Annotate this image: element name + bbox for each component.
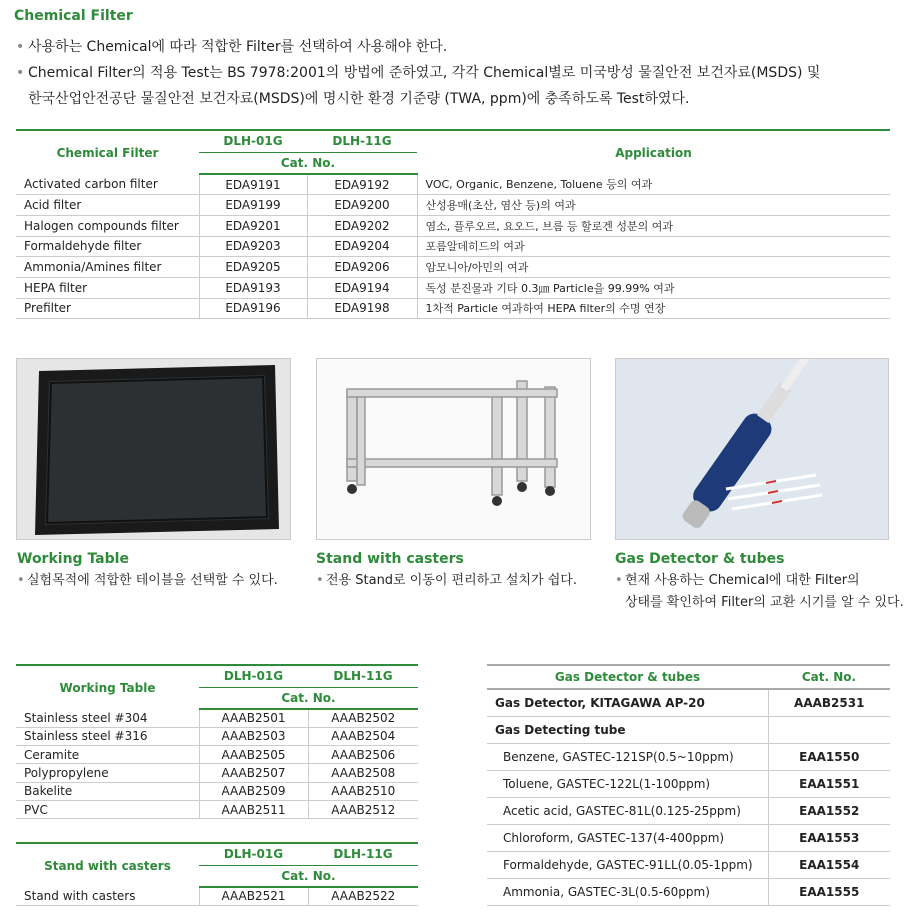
cat-no: AAAB2504 xyxy=(308,727,418,745)
col-header-model2: DLH-11G xyxy=(307,130,417,152)
col-header-cat: Cat. No. xyxy=(199,152,417,174)
table-row xyxy=(487,851,890,878)
working-table-table xyxy=(16,664,418,819)
bullet-item: • Chemical Filter의 적용 Test는 BS 7978:2001의 방법에 준하였고, 각각 Chemical별로 미국방성 물질안전 보건자료(MSDS) 및 xyxy=(16,60,820,86)
table-row xyxy=(16,709,418,727)
col-header-name: Stand with casters xyxy=(44,858,171,873)
table-row xyxy=(16,236,890,257)
cat-no: AAAB2531 xyxy=(768,689,890,716)
cat-no: AAAB2509 xyxy=(199,782,308,800)
col-header-name: Gas Detector & tubes xyxy=(487,665,768,689)
desc-line: • 실험목적에 적합한 테이블을 선택할 수 있다. xyxy=(17,570,278,592)
cat-no: EDA9198 xyxy=(307,298,417,319)
stand-desc xyxy=(316,570,577,592)
cat-no: AAAB2511 xyxy=(199,800,308,818)
cat-no: EAA1552 xyxy=(768,797,890,824)
gas-detector-desc xyxy=(615,570,904,614)
item-name: Stand with casters xyxy=(16,887,199,905)
filter-name: Prefilter xyxy=(16,298,199,319)
cat-no: EDA9194 xyxy=(307,277,417,298)
item-name: Gas Detecting tube xyxy=(487,716,768,743)
application: 1차적 Particle 여과하여 HEPA filter의 수명 연장 xyxy=(417,298,890,319)
table-row xyxy=(487,878,890,905)
bullet-item: • 사용하는 Chemical에 따라 적합한 Filter를 선택하여 사용해야 한다. xyxy=(16,34,820,60)
col-header-model2: DLH-11G xyxy=(308,843,418,865)
item-name: Ceramite xyxy=(16,746,199,764)
item-name: Benzene, GASTEC-121SP(0.5~10ppm) xyxy=(487,743,768,770)
stand-caption: Stand with casters xyxy=(316,551,464,567)
filter-name: Activated carbon filter xyxy=(16,174,199,195)
cat-no: AAAB2501 xyxy=(199,709,308,727)
desc-line: 상태를 확인하여 Filter의 교환 시기를 알 수 있다. xyxy=(625,595,904,610)
application: 포름알데히드의 여과 xyxy=(417,236,890,257)
section-title: Chemical Filter xyxy=(14,8,133,24)
application: 암모니아/아민의 여과 xyxy=(417,257,890,278)
gas-detector-photo xyxy=(615,358,889,540)
table-row xyxy=(487,716,890,743)
item-name: Stainless steel #316 xyxy=(16,727,199,745)
cat-no: EAA1555 xyxy=(768,878,890,905)
cat-no: AAAB2503 xyxy=(199,727,308,745)
cat-no: EDA9203 xyxy=(199,236,307,257)
table-row xyxy=(16,257,890,278)
filter-name: Acid filter xyxy=(16,195,199,216)
item-name: Acetic acid, GASTEC-81L(0.125-25ppm) xyxy=(487,797,768,824)
stand-table xyxy=(16,842,418,906)
filter-name: Halogen compounds filter xyxy=(16,215,199,236)
item-name: Ammonia, GASTEC-3L(0.5-60ppm) xyxy=(487,878,768,905)
table-row xyxy=(16,298,890,319)
cat-no: AAAB2510 xyxy=(308,782,418,800)
stand-photo xyxy=(316,358,591,540)
cat-no: AAAB2522 xyxy=(308,887,418,905)
item-name: Chloroform, GASTEC-137(4-400ppm) xyxy=(487,824,768,851)
cat-no: EDA9191 xyxy=(199,174,307,195)
table-row xyxy=(16,174,890,195)
col-header-cat: Cat. No. xyxy=(199,687,418,709)
chemical-filter-table xyxy=(16,129,890,319)
cat-no: EDA9205 xyxy=(199,257,307,278)
table-row xyxy=(487,770,890,797)
bullet-continuation: 한국산업안전공단 물질안전 보건자료(MSDS)에 명시한 환경 기준량 (TWA, ppm)에 충족하도록 Test하였다. xyxy=(28,91,690,107)
application: 염소, 플루오르, 요오드, 브름 등 할로겐 성분의 여과 xyxy=(417,215,890,236)
application: 독성 분진물과 기타 0.3㎛ Particle을 99.99% 여과 xyxy=(417,277,890,298)
cat-no: AAAB2512 xyxy=(308,800,418,818)
cat-no: AAAB2502 xyxy=(308,709,418,727)
item-name: PVC xyxy=(16,800,199,818)
cat-no: AAAB2508 xyxy=(308,764,418,782)
col-header-model1: DLH-01G xyxy=(199,665,308,687)
table-row xyxy=(487,689,890,716)
col-header-model1: DLH-01G xyxy=(199,130,307,152)
cat-no: AAAB2507 xyxy=(199,764,308,782)
filter-name: HEPA filter xyxy=(16,277,199,298)
table-row xyxy=(487,797,890,824)
cat-no: AAAB2521 xyxy=(199,887,308,905)
intro-bullets xyxy=(16,34,820,112)
cat-no: EDA9206 xyxy=(307,257,417,278)
cat-no: EAA1551 xyxy=(768,770,890,797)
col-header-cat: Cat. No. xyxy=(199,865,418,887)
table-row xyxy=(16,800,418,818)
cat-no: EDA9193 xyxy=(199,277,307,298)
filter-name: Formaldehyde filter xyxy=(16,236,199,257)
cat-no: EDA9202 xyxy=(307,215,417,236)
table-row xyxy=(16,782,418,800)
cat-no: EDA9192 xyxy=(307,174,417,195)
desc-line: • 전용 Stand로 이동이 편리하고 설치가 쉽다. xyxy=(316,570,577,592)
table-row xyxy=(16,746,418,764)
cat-no: AAAB2505 xyxy=(199,746,308,764)
desc-line: • 현재 사용하는 Chemical에 대한 Filter의 xyxy=(615,570,904,592)
working-table-photo xyxy=(16,358,291,540)
gas-detector-caption: Gas Detector & tubes xyxy=(615,551,785,567)
cat-no: EDA9201 xyxy=(199,215,307,236)
col-header-cat: Cat. No. xyxy=(768,665,890,689)
application: 산성용매(초산, 염산 등)의 여과 xyxy=(417,195,890,216)
item-name: Bakelite xyxy=(16,782,199,800)
cat-no: EDA9204 xyxy=(307,236,417,257)
table-row xyxy=(487,824,890,851)
item-name: Formaldehyde, GASTEC-91LL(0.05-1ppm) xyxy=(487,851,768,878)
item-name: Polypropylene xyxy=(16,764,199,782)
filter-name: Ammonia/Amines filter xyxy=(16,257,199,278)
gas-detector-table xyxy=(487,664,890,906)
table-row xyxy=(487,743,890,770)
cat-no: EAA1553 xyxy=(768,824,890,851)
col-header-application: Application xyxy=(417,130,890,174)
cat-no: EDA9199 xyxy=(199,195,307,216)
cat-no: AAAB2506 xyxy=(308,746,418,764)
working-table-caption: Working Table xyxy=(17,551,129,567)
table-row xyxy=(16,887,418,905)
item-name: Toluene, GASTEC-122L(1-100ppm) xyxy=(487,770,768,797)
cat-no xyxy=(768,716,890,743)
cat-no: EAA1554 xyxy=(768,851,890,878)
cat-no: EDA9196 xyxy=(199,298,307,319)
application: VOC, Organic, Benzene, Toluene 등의 여과 xyxy=(417,174,890,195)
table-row xyxy=(16,277,890,298)
table-row xyxy=(16,727,418,745)
table-row xyxy=(16,764,418,782)
item-name: Stainless steel #304 xyxy=(16,709,199,727)
cat-no: EAA1550 xyxy=(768,743,890,770)
col-header-model2: DLH-11G xyxy=(308,665,418,687)
col-header-model1: DLH-01G xyxy=(199,843,308,865)
item-name: Gas Detector, KITAGAWA AP-20 xyxy=(487,689,768,716)
cat-no: EDA9200 xyxy=(307,195,417,216)
working-table-desc xyxy=(17,570,278,592)
table-row xyxy=(16,195,890,216)
table-row xyxy=(16,215,890,236)
col-header-name: Chemical Filter xyxy=(16,130,199,174)
col-header-name: Working Table xyxy=(59,680,156,695)
